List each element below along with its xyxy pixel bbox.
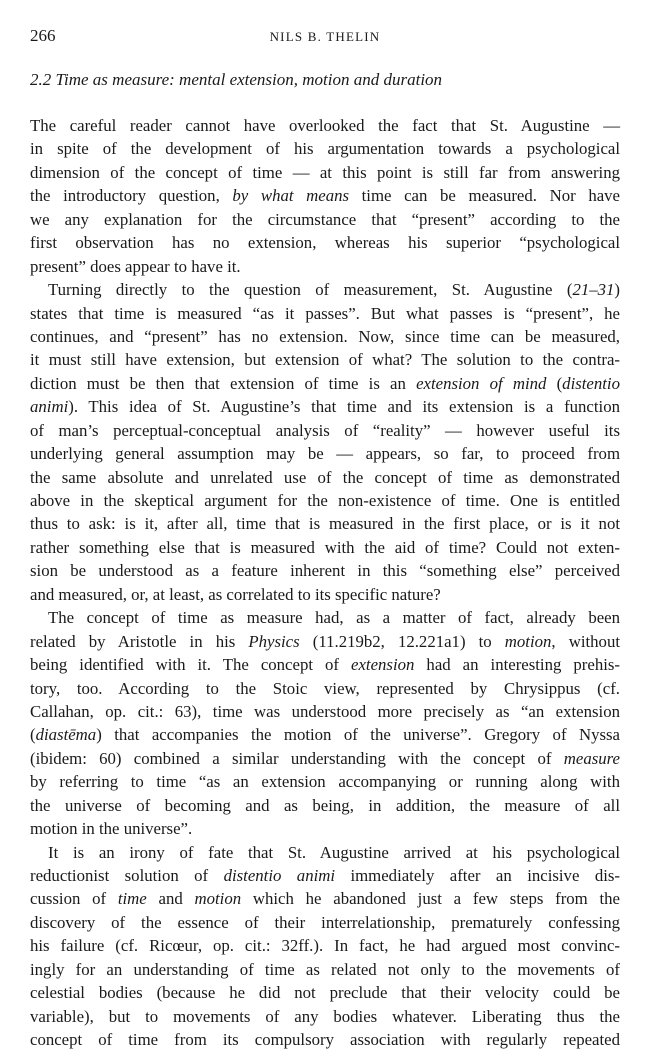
text-line: by referring to time “as an extension accompanying or running along with bbox=[30, 772, 620, 792]
text-line: The careful reader cannot have overlooked the fact that St. Augustine — bbox=[30, 116, 620, 135]
body-text bbox=[30, 114, 620, 1052]
text-line: the introductory question, by what means time can be measured. Nor have bbox=[30, 186, 620, 206]
text-line: motion in the universe”. bbox=[30, 819, 193, 839]
text-line: the universe of becoming and as being, in addition, the measure of all bbox=[30, 795, 620, 815]
text-line: present” does appear to have it. bbox=[30, 256, 241, 276]
text-line: above in the skeptical argument for the non-existence of time. One is entitled bbox=[30, 491, 620, 510]
text-line: states that time is measured “as it passes”. But what passes is “present”, he bbox=[30, 303, 620, 323]
text-line: celestial bodies (because he did not preclude that their velocity could be bbox=[30, 983, 620, 1003]
text-line: his failure (cf. Ricœur, op. cit.: 32ff.). In fact, he had argued most convinc- bbox=[30, 936, 620, 956]
text-line: first observation has no extension, whereas his superior “psychological bbox=[30, 233, 620, 253]
text-line: of man’s perceptual-conceptual analysis of “reality” — however useful its bbox=[30, 420, 620, 440]
italic-text: diastēma bbox=[35, 725, 97, 745]
text-line: and measured, or, at least, as correlated to its specific nature? bbox=[30, 584, 441, 604]
text-line: ingly for an understanding of time as related not only to the movements of bbox=[30, 959, 620, 979]
text-line: continues, and “present” has no extension. Now, since time can be measured, bbox=[30, 326, 620, 346]
text-line: diction must be then that extension of time is an extension of mind (distentio bbox=[30, 373, 620, 393]
text-line: thus to ask: is it, after all, time that is measured in the first place, or is it not bbox=[30, 514, 620, 534]
text-line: sion be understood as a feature inherent in this “something else” perceived bbox=[30, 561, 620, 581]
text-line: concept of time from its compulsory association with regularly repeated bbox=[30, 1030, 620, 1050]
italic-text: measure bbox=[563, 748, 620, 768]
italic-text: 21–31 bbox=[572, 280, 615, 300]
text-line: variable), but to movements of any bodies whatever. Liberating thus the bbox=[30, 1006, 620, 1026]
text-line: it must still have extension, but extension of what? The solution to the contra- bbox=[30, 350, 620, 370]
section-heading: 2.2 Time as measure: mental extension, motion and duration bbox=[30, 70, 443, 89]
text-line: discovery of the essence of their interrelationship, prematurely confessing bbox=[30, 912, 620, 932]
text-line: the same absolute and unrelated use of the concept of time as demonstrated bbox=[30, 467, 620, 487]
italic-text: extension bbox=[351, 655, 415, 675]
text-line: The concept of time as measure had, as a matter of fact, already been bbox=[48, 608, 620, 628]
text-line: reductionist solution of distentio animi immediately after an incisive dis- bbox=[30, 866, 620, 885]
text-line: cussion of time and motion which he abandoned just a few steps from the bbox=[30, 889, 620, 909]
text-line: dimension of the concept of time — at this point is still far from answering bbox=[30, 162, 620, 182]
text-line: Turning directly to the question of measurement, St. Augustine (21–31) bbox=[48, 280, 620, 300]
text-line: we any explanation for the circumstance that “present” according to the bbox=[30, 209, 620, 229]
italic-text: distentio animi bbox=[223, 866, 336, 885]
italic-text: motion bbox=[504, 631, 552, 651]
italic-text: by what means bbox=[232, 186, 350, 206]
page-number: 266 bbox=[30, 26, 56, 45]
text-line: underlying general assumption may be — appears, so far, to proceed from bbox=[30, 444, 620, 464]
text-line: (diastēma) that accompanies the motion of the universe”. Gregory of Nyssa bbox=[30, 725, 620, 745]
italic-text: animi bbox=[30, 397, 69, 417]
text-line: animi). This idea of St. Augustine’s that time and its extension is a function bbox=[30, 397, 620, 417]
text-line: tory, too. According to the Stoic view, represented by Chrysippus (cf. bbox=[30, 678, 620, 698]
italic-text: motion bbox=[194, 889, 242, 909]
italic-text: time bbox=[117, 889, 147, 909]
text-line: being identified with it. The concept of extension had an interesting prehis- bbox=[30, 655, 620, 675]
text-line: (ibidem: 60) combined a similar understanding with the concept of measure bbox=[30, 748, 620, 768]
text-line: related by Aristotle in his Physics (11.219b2, 12.221a1) to motion, without bbox=[30, 631, 620, 651]
text-line: in spite of the development of his argumentation towards a psychological bbox=[30, 139, 620, 159]
text-line: It is an irony of fate that St. Augustine arrived at his psychological bbox=[48, 842, 620, 862]
italic-text: extension of mind bbox=[416, 373, 547, 393]
running-head: NILS B. THELIN bbox=[269, 29, 381, 44]
text-line: Callahan, op. cit.: 63), time was understood more precisely as “an extension bbox=[30, 701, 620, 721]
text-line: rather something else that is measured with the aid of time? Could not exten- bbox=[30, 537, 620, 557]
italic-text: distentio bbox=[562, 373, 620, 393]
italic-text: Physics bbox=[248, 631, 300, 651]
